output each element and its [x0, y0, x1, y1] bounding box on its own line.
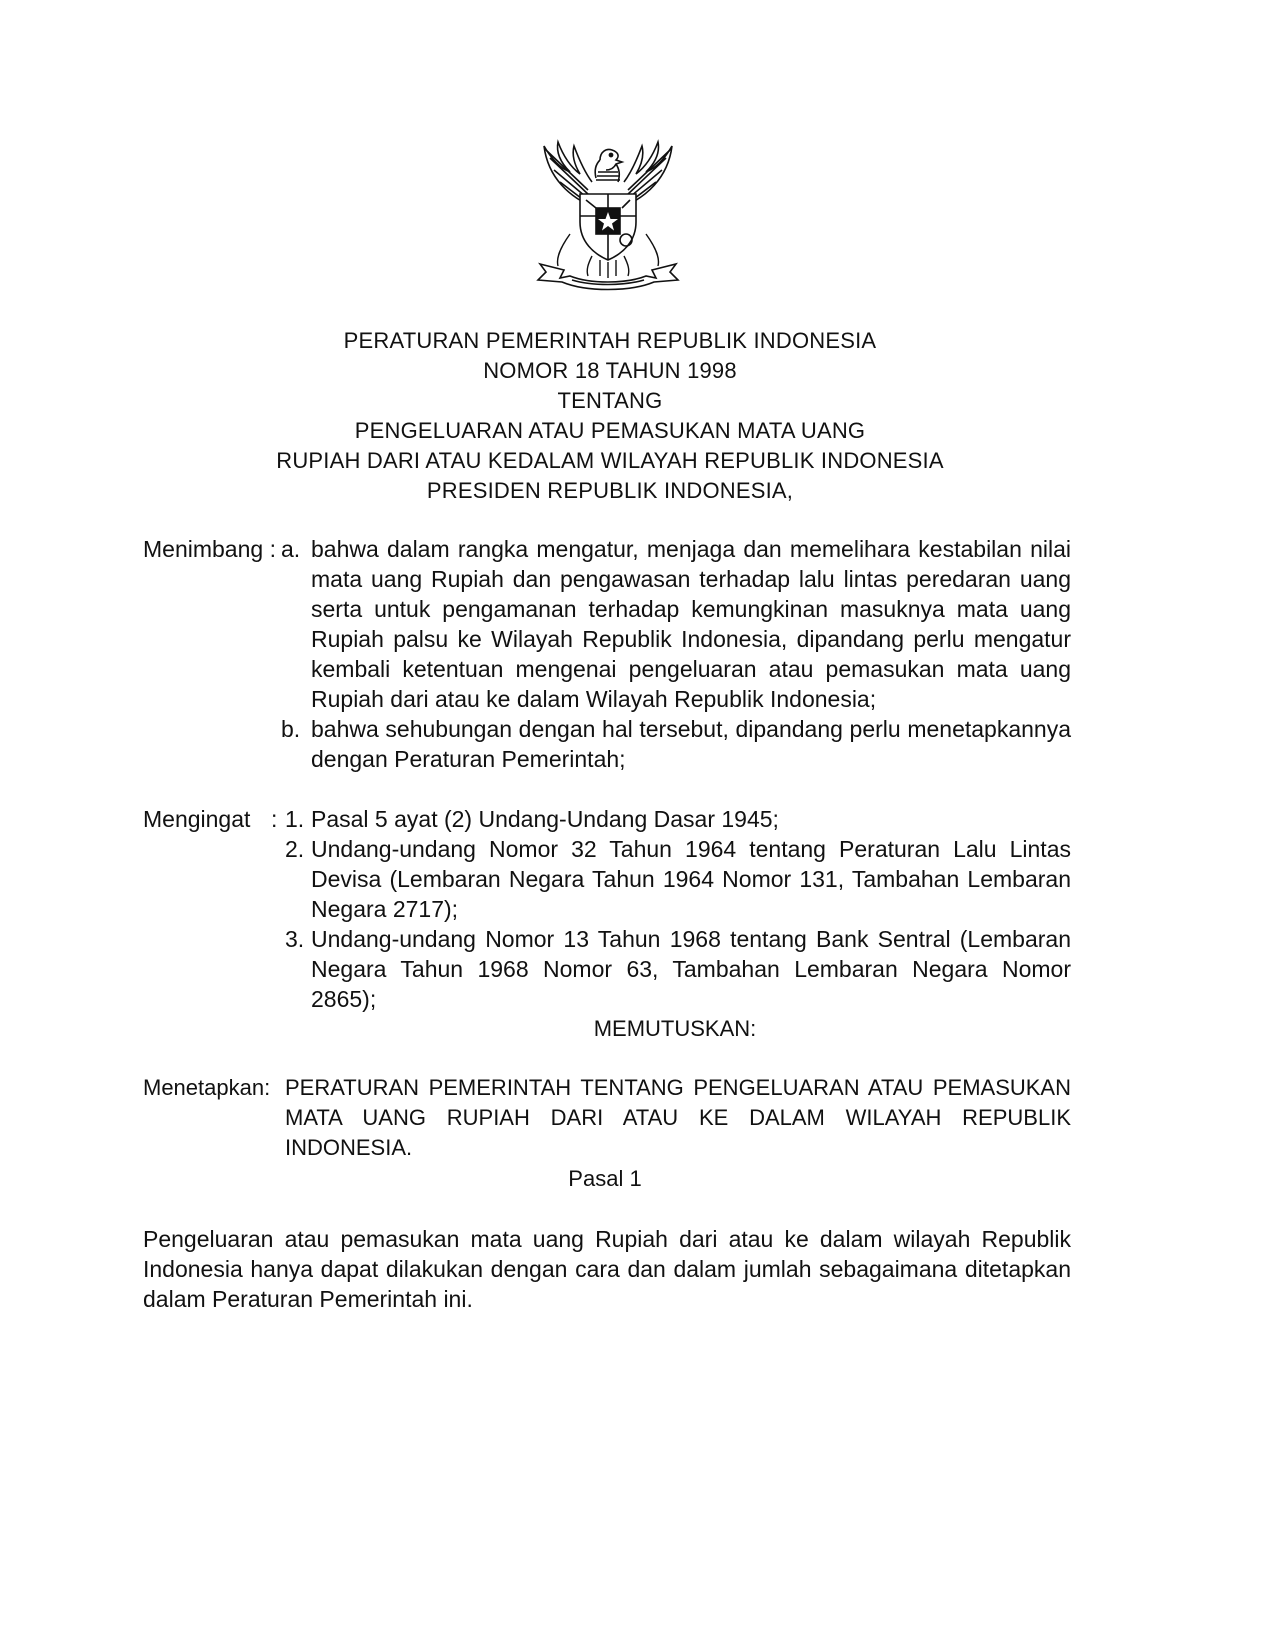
- item-text: Undang-undang Nomor 13 Tahun 1968 tentang Bank Sentral (Lembaran Negara Tahun 1968 Nomor 63, Tambahan Lembaran Negara Nomor 2865);: [311, 926, 1071, 1012]
- item-marker: 1.: [285, 806, 305, 832]
- title-line-2: NOMOR 18 TAHUN 1998: [483, 358, 737, 383]
- menimbang-item-b: [143, 714, 1071, 774]
- menimbang-section: [143, 534, 1071, 774]
- menetapkan-label: Menetapkan:: [143, 1075, 271, 1100]
- item-text: Pasal 5 ayat (2) Undang-Undang Dasar 1945;: [311, 806, 779, 832]
- mengingat-section: [143, 804, 1071, 1014]
- mengingat-label: Mengingat: [143, 806, 251, 832]
- pasal-1-text: Pengeluaran atau pemasukan mata uang Rupiah dari atau ke dalam wilayah Republik Indonesia hanya dapat dilakukan dengan cara dan dalam jumlah sebagaimana ditetapkan dalam Peraturan Pemerintah ini.: [143, 1226, 1071, 1312]
- menetapkan-text: PERATURAN PEMERINTAH TENTANG PENGELUARAN ATAU PEMASUKAN MATA UANG RUPIAH DARI ATAU KE DALAM WILAYAH REPUBLIK INDONESIA.: [285, 1075, 1071, 1160]
- menetapkan-section: [143, 1073, 1071, 1163]
- title-line-4: PENGELUARAN ATAU PEMASUKAN MATA UANG: [354, 418, 866, 443]
- item-text: bahwa sehubungan dengan hal tersebut, dipandang perlu menetapkannya dengan Peraturan Pemerintah;: [311, 716, 1071, 772]
- garuda-emblem-icon: [530, 138, 686, 300]
- document-title-block: [140, 326, 1080, 506]
- item-marker: b.: [281, 716, 301, 742]
- menimbang-label: Menimbang :: [143, 536, 276, 562]
- mengingat-item-3: [143, 924, 1071, 1014]
- title-line-6: PRESIDEN REPUBLIK INDONESIA,: [426, 478, 794, 503]
- pasal-1-heading: Pasal 1: [568, 1166, 642, 1191]
- item-marker: 3.: [285, 926, 305, 952]
- item-marker: 2.: [285, 836, 305, 862]
- mengingat-item-1: [143, 804, 1071, 834]
- title-line-1: PERATURAN PEMERINTAH REPUBLIK INDONESIA: [343, 328, 877, 353]
- item-text: bahwa dalam rangka mengatur, menjaga dan memelihara kestabilan nilai mata uang Rupiah dan pengawasan terhadap lalu lintas peredaran uang serta untuk pengamanan terhadap kemungkinan masuknya mata uang Rupiah palsu ke Wilayah Republik Indonesia, dipandang perlu mengatur kembali ketentuan mengenai pengeluaran atau pemasukan mata uang Rupiah dari atau ke dalam Wilayah Republik Indonesia;: [311, 536, 1071, 712]
- title-line-5: RUPIAH DARI ATAU KEDALAM WILAYAH REPUBLIK INDONESIA: [276, 448, 944, 473]
- item-marker: a.: [281, 536, 301, 562]
- menimbang-item-a: [143, 534, 1071, 714]
- mengingat-colon: :: [271, 806, 278, 832]
- memutuskan-heading: MEMUTUSKAN:: [593, 1016, 757, 1041]
- mengingat-item-2: [143, 834, 1071, 924]
- title-line-3: TENTANG: [557, 388, 663, 413]
- item-text: Undang-undang Nomor 32 Tahun 1964 tentang Peraturan Lalu Lintas Devisa (Lembaran Negara Tahun 1964 Nomor 131, Tambahan Lembaran Negara 2717);: [311, 836, 1071, 922]
